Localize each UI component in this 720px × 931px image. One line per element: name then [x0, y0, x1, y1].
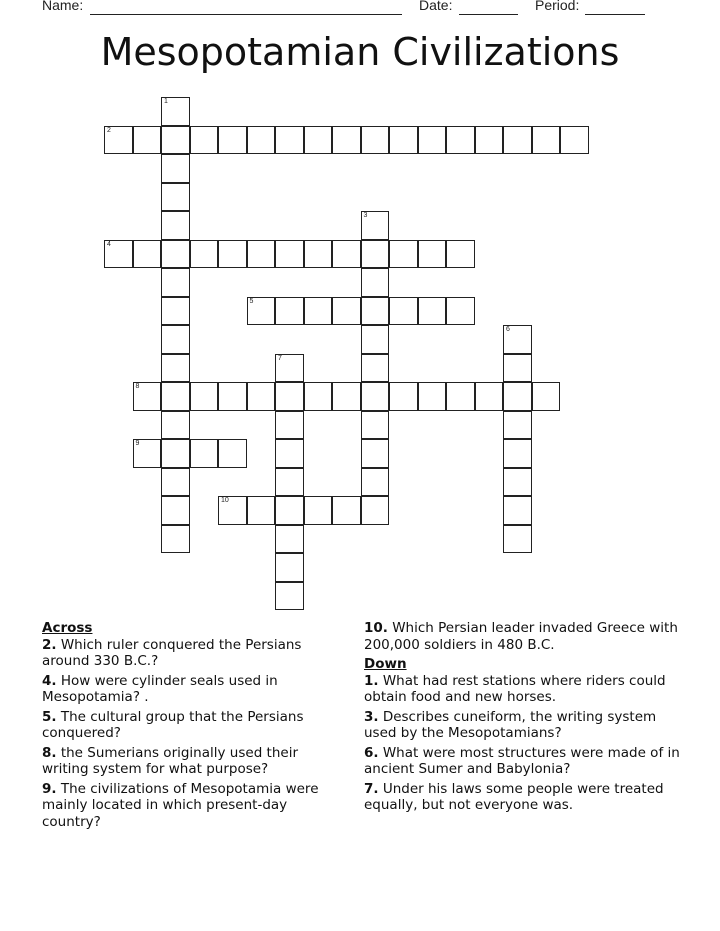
clue-item: [364, 673, 684, 706]
grid-cell[interactable]: [275, 439, 304, 468]
clue-item-text: the Sumerians originally used their writing system for what purpose?: [42, 744, 299, 777]
clue-item: [364, 709, 684, 742]
grid-cell[interactable]: [161, 97, 190, 126]
grid-cell[interactable]: [532, 382, 561, 411]
grid-cell[interactable]: [418, 297, 447, 326]
grid-cell[interactable]: [418, 382, 447, 411]
period-label: Period:: [535, 0, 580, 13]
grid-cell[interactable]: [475, 382, 504, 411]
grid-cell[interactable]: [275, 553, 304, 582]
grid-cell[interactable]: [161, 382, 190, 411]
clue-number: 7: [278, 354, 282, 362]
clue-item: [42, 709, 342, 742]
grid-cell[interactable]: [161, 211, 190, 240]
grid-cell[interactable]: [104, 126, 133, 155]
grid-cell[interactable]: [389, 126, 418, 155]
grid-cell[interactable]: [218, 382, 247, 411]
grid-cell[interactable]: [503, 126, 532, 155]
grid-cell[interactable]: [389, 382, 418, 411]
grid-cell[interactable]: [304, 496, 333, 525]
grid-cell[interactable]: [560, 126, 589, 155]
grid-cell[interactable]: [247, 496, 276, 525]
clue-item-text: Which Persian leader invaded Greece with 200,000 soldiers in 480 B.C.: [364, 620, 678, 653]
grid-cell[interactable]: [190, 126, 219, 155]
grid-cell[interactable]: [161, 268, 190, 297]
page-title: Mesopotamian Civilizations: [100, 30, 620, 74]
grid-cell[interactable]: [133, 126, 162, 155]
down-clues: [364, 620, 684, 817]
grid-cell[interactable]: [161, 154, 190, 183]
grid-cell[interactable]: [218, 439, 247, 468]
clue-item-text: Which ruler conquered the Persians around 330 B.C.?: [42, 636, 302, 669]
grid-cell[interactable]: [161, 297, 190, 326]
grid-cell[interactable]: [275, 525, 304, 554]
name-label: Name:: [42, 0, 84, 13]
grid-cell[interactable]: [361, 439, 390, 468]
grid-cell[interactable]: [361, 297, 390, 326]
clue-number: 2: [107, 126, 111, 134]
down-heading: Down: [364, 656, 407, 672]
clue-number: 4: [107, 240, 111, 248]
grid-cell[interactable]: [161, 496, 190, 525]
grid-cell[interactable]: [247, 126, 276, 155]
grid-cell[interactable]: [304, 382, 333, 411]
grid-cell[interactable]: [275, 582, 304, 611]
grid-cell[interactable]: [161, 240, 190, 269]
grid-cell[interactable]: [247, 297, 276, 326]
grid-cell[interactable]: [190, 240, 219, 269]
grid-cell[interactable]: [361, 411, 390, 440]
grid-cell[interactable]: [361, 240, 390, 269]
grid-cell[interactable]: [361, 211, 390, 240]
grid-cell[interactable]: [475, 126, 504, 155]
grid-cell[interactable]: [161, 354, 190, 383]
grid-cell[interactable]: [332, 496, 361, 525]
grid-cell[interactable]: [161, 183, 190, 212]
date-label: Date:: [419, 0, 453, 13]
grid-cell[interactable]: [104, 240, 133, 269]
grid-cell[interactable]: [190, 439, 219, 468]
grid-cell[interactable]: [275, 382, 304, 411]
grid-cell[interactable]: [161, 439, 190, 468]
grid-cell[interactable]: [275, 126, 304, 155]
grid-cell[interactable]: [361, 126, 390, 155]
grid-cell[interactable]: [503, 496, 532, 525]
clue-number: 5: [249, 297, 254, 305]
grid-cell[interactable]: [133, 439, 162, 468]
grid-cell[interactable]: [304, 240, 333, 269]
grid-cell[interactable]: [247, 382, 276, 411]
grid-cell[interactable]: [275, 240, 304, 269]
across-heading: Across: [42, 620, 93, 636]
grid-cell[interactable]: [332, 382, 361, 411]
grid-cell[interactable]: [446, 126, 475, 155]
grid-cell[interactable]: [161, 468, 190, 497]
clue-item-text: Under his laws some people were treated equally, but not everyone was.: [364, 780, 664, 813]
grid-cell[interactable]: [190, 382, 219, 411]
clue-item-number: 6.: [364, 744, 379, 761]
clue-item-number: 9.: [42, 780, 57, 797]
grid-cell[interactable]: [304, 297, 333, 326]
grid-cell[interactable]: [503, 325, 532, 354]
grid-cell[interactable]: [275, 354, 304, 383]
grid-cell[interactable]: [218, 496, 247, 525]
grid-cell[interactable]: [161, 126, 190, 155]
clue-number: 6: [506, 326, 510, 333]
grid-cell[interactable]: [361, 325, 390, 354]
grid-cell[interactable]: [361, 382, 390, 411]
grid-cell[interactable]: [418, 126, 447, 155]
clue-item-number: 4.: [42, 672, 57, 689]
grid-cell[interactable]: [446, 297, 475, 326]
clue-item: [364, 781, 684, 814]
clue-item-text: What had rest stations where riders could obtain food and new horses.: [364, 672, 666, 705]
clue-item: [42, 673, 342, 706]
clue-item-number: 1.: [364, 672, 379, 689]
grid-cell[interactable]: [275, 411, 304, 440]
grid-cell[interactable]: [446, 240, 475, 269]
grid-cell[interactable]: [389, 240, 418, 269]
grid-cell[interactable]: [332, 126, 361, 155]
clue-item-text: What were most structures were made of in ancient Sumer and Babylonia?: [364, 744, 680, 777]
clue-item-number: 2.: [42, 636, 57, 653]
grid-cell[interactable]: [304, 126, 333, 155]
clue-number: 10: [221, 497, 229, 504]
grid-cell[interactable]: [361, 354, 390, 383]
grid-cell[interactable]: [389, 297, 418, 326]
grid-cell[interactable]: [532, 126, 561, 155]
grid-cell[interactable]: [133, 382, 162, 411]
grid-cell[interactable]: [218, 240, 247, 269]
clue-number: 8: [135, 383, 140, 390]
clue-item: [42, 781, 342, 831]
grid-cell[interactable]: [161, 325, 190, 354]
clue-item: [42, 745, 342, 778]
grid-cell[interactable]: [361, 468, 390, 497]
grid-cell[interactable]: [275, 297, 304, 326]
clue-item-text: The civilizations of Mesopotamia were mainly located in which present-day country?: [42, 780, 319, 830]
grid-cell[interactable]: [503, 382, 532, 411]
clue-item-number: 10.: [364, 620, 388, 636]
clue-number: 9: [135, 440, 140, 447]
grid-cell[interactable]: [503, 468, 532, 497]
clue-item-number: 3.: [364, 708, 379, 725]
grid-cell[interactable]: [247, 240, 276, 269]
clue-item-number: 8.: [42, 744, 57, 761]
clue-number: 1: [164, 98, 168, 105]
across-clues: [42, 620, 342, 833]
grid-cell[interactable]: [361, 268, 390, 297]
clue-item-text: Describes cuneiform, the writing system used by the Mesopotamians?: [364, 708, 657, 741]
clue-item: [42, 637, 342, 670]
grid-cell[interactable]: [503, 411, 532, 440]
clue-item-text: The cultural group that the Persians conquered?: [42, 708, 304, 741]
clue-item: [364, 620, 684, 653]
grid-cell[interactable]: [503, 439, 532, 468]
grid-cell[interactable]: [332, 297, 361, 326]
grid-cell[interactable]: [275, 468, 304, 497]
grid-cell[interactable]: [275, 496, 304, 525]
grid-cell[interactable]: [446, 382, 475, 411]
grid-cell[interactable]: [361, 496, 390, 525]
grid-cell[interactable]: [503, 354, 532, 383]
grid-cell[interactable]: [332, 240, 361, 269]
grid-cell[interactable]: [161, 411, 190, 440]
grid-cell[interactable]: [503, 525, 532, 554]
grid-cell[interactable]: [133, 240, 162, 269]
clue-item: [364, 745, 684, 778]
clue-item-number: 7.: [364, 780, 379, 797]
clue-item-text: How were cylinder seals used in Mesopotamia? .: [42, 672, 278, 705]
grid-cell[interactable]: [161, 525, 190, 554]
grid-cell[interactable]: [418, 240, 447, 269]
clue-number: 3: [363, 212, 368, 219]
grid-cell[interactable]: [218, 126, 247, 155]
clue-item-number: 5.: [42, 708, 57, 725]
